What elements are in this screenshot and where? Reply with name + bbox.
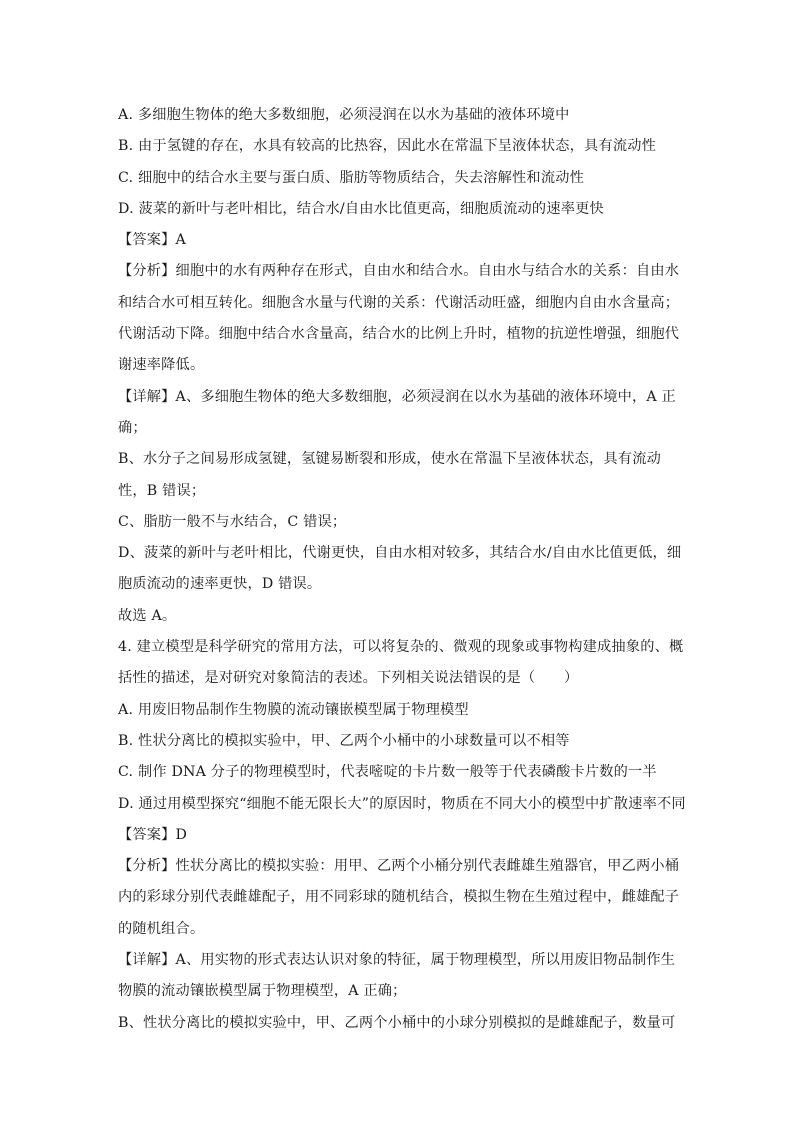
- answer-q3: 【答案】A: [118, 232, 186, 249]
- choice-q3: 故选 A。: [118, 607, 177, 624]
- analysis-q3-line-2: 和结合水可相互转化。细胞含水量与代谢的关系：代谢活动旺盛，细胞内自由水含量高；: [118, 294, 680, 311]
- explanation-q3-line-5: C、脂肪一般不与水结合，C 错误；: [118, 513, 347, 530]
- analysis-q3-line-4: 谢速率降低。: [118, 357, 205, 374]
- analysis-q4-line-3: 的随机组合。: [118, 920, 205, 937]
- analysis-q3-line-1: 【分析】细胞中的水有两种存在形式，自由水和结合水。自由水与结合水的关系：自由水: [118, 263, 680, 280]
- option-b-q4: B. 性状分离比的模拟实验中，甲、乙两个小桶中的小球数量可以不相等: [118, 732, 570, 749]
- explanation-q4-line-2: 物膜的流动镶嵌模型属于物理模型，A 正确；: [118, 983, 407, 1000]
- option-c-q3: C. 细胞中的结合水主要与蛋白质、脂肪等物质结合，失去溶解性和流动性: [118, 169, 584, 186]
- document-page: [118, 100, 686, 1039]
- answer-q4: 【答案】D: [118, 826, 188, 843]
- analysis-q3-line-3: 代谢活动下降。细胞中结合水含量高，结合水的比例上升时，植物的抗逆性增强，细胞代: [118, 326, 680, 343]
- option-d-q3: D. 菠菜的新叶与老叶相比，结合水/自由水比值更高，细胞质流动的速率更快: [118, 200, 604, 217]
- explanation-q3-line-7: 胞质流动的速率更快，D 错误。: [118, 576, 322, 593]
- option-d-q4: D. 通过用模型探究“细胞不能无限长大”的原因时，物质在不同大小的模型中扩散速率不同: [118, 795, 686, 812]
- analysis-q4-line-2: 内的彩球分别代表雌雄配子，用不同彩球的随机结合，模拟生物在生殖过程中，雌雄配子: [118, 889, 680, 906]
- option-a-q3: A. 多细胞生物体的绝大多数细胞，必须浸润在以水为基础的液体环境中: [118, 107, 570, 123]
- analysis-q4-line-1: 【分析】性状分离比的模拟实验：用甲、乙两个小桶分别代表雌雄生殖器官，甲乙两小桶: [118, 858, 680, 875]
- explanation-q4-line-1: 【详解】A、用实物的形式表达认识对象的特征，属于物理模型，所以用废旧物品制作生: [118, 952, 676, 969]
- option-c-q4: C. 制作 DNA 分子的物理模型时，代表嘧啶的卡片数一般等于代表磷酸卡片数的一半: [118, 764, 657, 781]
- option-b-q3: B. 由于氢键的存在，水具有较高的比热容，因此水在常温下呈液体状态，具有流动性: [118, 138, 656, 155]
- explanation-q3-line-2: 确；: [118, 419, 147, 436]
- explanation-q3-line-6: D、菠菜的新叶与老叶相比，代谢更快，自由水相对较多，其结合水/自由水比值更低，细: [118, 545, 682, 562]
- explanation-q3-line-1: 【详解】A、多细胞生物体的绝大多数细胞，必须浸润在以水为基础的液体环境中，A 正: [118, 388, 676, 405]
- explanation-q3-line-4: 性，B 错误；: [118, 482, 206, 499]
- question-4-stem-line-2: 括性的描述，是对研究对象简洁的表述。下列相关说法错误的是（ ）: [118, 670, 579, 687]
- option-a-q4: A. 用废旧物品制作生物膜的流动镶嵌模型属于物理模型: [118, 701, 469, 718]
- explanation-q3-line-3: B、水分子之间易形成氢键，氢键易断裂和形成，使水在常温下呈液体状态，具有流动: [118, 451, 661, 468]
- question-4-stem-line-1: 4. 建立模型是科学研究的常用方法，可以将复杂的、微观的现象或事物构建成抽象的、概: [118, 639, 684, 656]
- explanation-q4-line-3: B、性状分离比的模拟实验中，甲、乙两个小桶中的小球分别模拟的是雌雄配子，数量可: [118, 1014, 676, 1031]
